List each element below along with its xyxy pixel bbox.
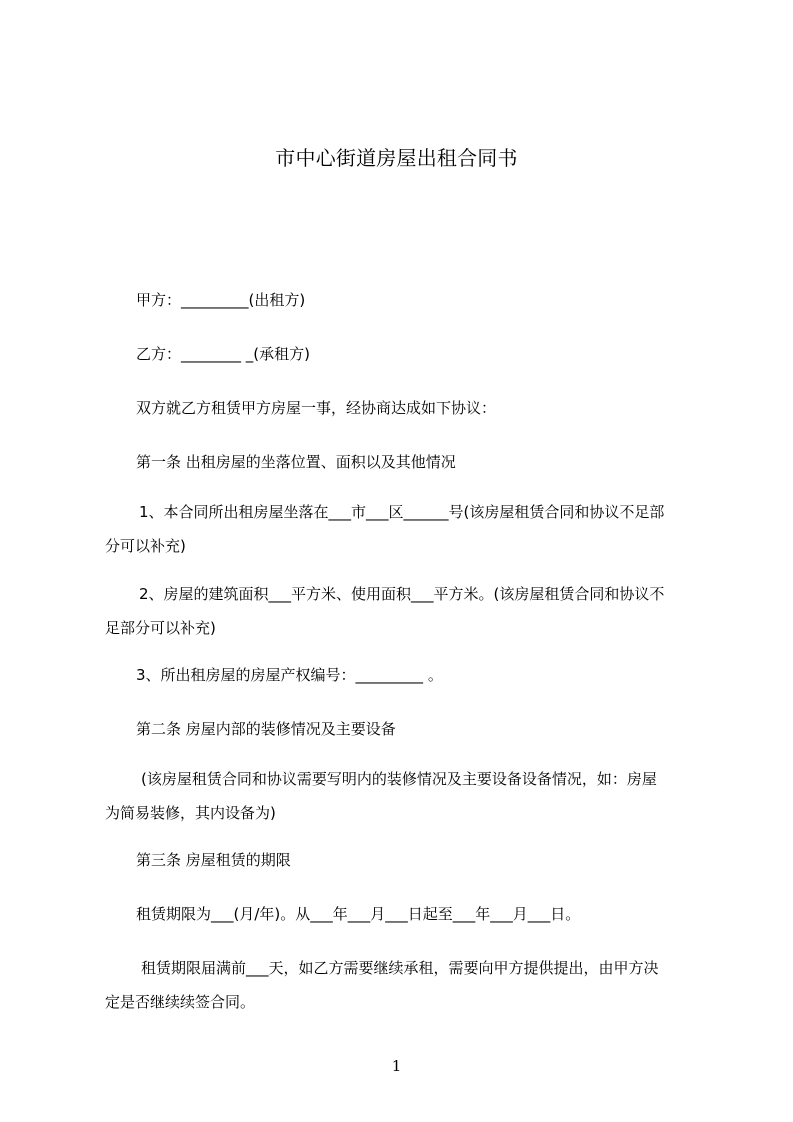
article-2-body bbox=[105, 762, 705, 830]
article-1-item-1-line-1: 1、本合同所出租房屋坐落在___市___区______号(该房屋租赁合同和协议不足部 bbox=[139, 503, 665, 521]
article-1-item-3: 3、所出租房屋的房屋产权编号：_________ 。 bbox=[136, 666, 443, 684]
article-1-item-2 bbox=[105, 577, 705, 645]
article-1-heading: 第一条 出租房屋的坐落位置、面积以及其他情况 bbox=[136, 453, 456, 471]
article-1-item-1-line-2: 分可以补充) bbox=[105, 537, 186, 555]
article-3-term: 租赁期限为___(月/年)。从___年___月___日起至___年___月___日。 bbox=[136, 905, 581, 923]
article-2-heading: 第二条 房屋内部的装修情况及主要设备 bbox=[136, 720, 396, 738]
article-3-renewal bbox=[105, 951, 705, 1019]
article-1-item-1 bbox=[105, 495, 705, 563]
article-1-item-2-line-2: 足部分可以补充) bbox=[105, 619, 216, 637]
document-title: 市中心街道房屋出租合同书 bbox=[275, 146, 518, 170]
party-a-line: 甲方：_________(出租方) bbox=[136, 291, 306, 309]
article-3-heading: 第三条 房屋租赁的期限 bbox=[136, 851, 291, 869]
article-3-renewal-line-1: 租赁期限届满前___天，如乙方需要继续承租，需要向甲方提供提出，由甲方决 bbox=[141, 959, 659, 977]
page-number: 1 bbox=[391, 1057, 402, 1075]
preamble-text: 双方就乙方租赁甲方房屋一事，经协商达成如下协议： bbox=[136, 399, 497, 417]
article-2-body-line-1: (该房屋租赁合同和协议需要写明内的装修情况及主要设备设备情况，如：房屋 bbox=[141, 770, 657, 788]
party-b-line: 乙方：________ _(承租方) bbox=[136, 345, 310, 363]
article-3-renewal-line-2: 定是否继续续签合同。 bbox=[105, 993, 256, 1011]
article-2-body-line-2: 为简易装修，其内设备为) bbox=[105, 804, 276, 822]
article-1-item-2-line-1: 2、房屋的建筑面积___平方米、使用面积___平方米。(该房屋租赁合同和协议不 bbox=[139, 585, 665, 603]
